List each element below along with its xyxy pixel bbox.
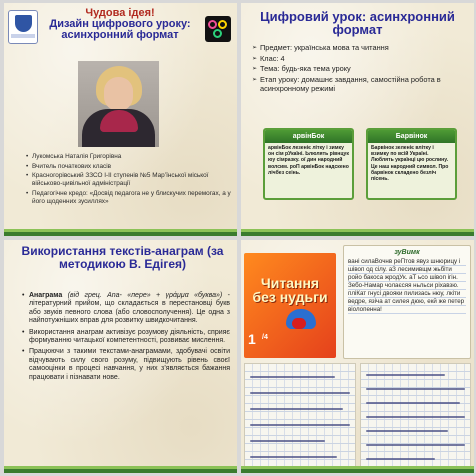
anagram-effect: • Працюючи з такими текстами-анаграмами, здобувачі освіти відчувають силу свого розуму, підвищують рівень своєї самооцінки в процесі навчання, у них з’являється бажання працювати і пізнавати нове. xyxy=(22,348,230,382)
lesson-topic: ➢ Тема: будь-яка тема уроку xyxy=(252,64,468,73)
anagram-card xyxy=(263,128,354,200)
author-credo: • Педагогічне кредо: «Досвід педагога не у блискучих перемогах, а у його щоденних зусиллях» xyxy=(26,190,236,206)
anagram-text-title: зуВимк xyxy=(394,249,420,256)
slide-examples xyxy=(241,240,474,473)
author-position: • Вчитель початкових класів xyxy=(26,163,236,171)
notebook-photo xyxy=(244,363,356,467)
lesson-stage: ➢ Етап уроку: домашнє завдання, самостійна робота в асинхронному режимі xyxy=(252,75,468,93)
slide2-title: Цифровий урок: асинхронний формат xyxy=(260,9,455,37)
nush-logo-icon xyxy=(205,16,231,42)
anagram-text-card xyxy=(343,245,471,359)
original-card-text: Барвінок зеленіє влітку і взимку по всій Україні. Люблять українці цю рослину. Це наш народний символ. Про барвінок складено безліч пісень. xyxy=(371,145,449,183)
bird-icon xyxy=(286,309,316,329)
school-logo-icon xyxy=(8,10,38,44)
slide1-title: Чудова ідея! Дизайн цифрового уроку: асинхронний формат xyxy=(49,7,191,41)
book-cover xyxy=(244,253,336,358)
book-grade-sub: /4 xyxy=(262,334,268,341)
anagram-benefits: • Використання анаграм активізує розумову діяльність, сприяє формуванню читацької компетентності, розвиває мислення. xyxy=(22,329,230,346)
lesson-grade: ➢ Клас: 4 xyxy=(252,54,468,63)
slide-anagram-method xyxy=(4,240,237,473)
slide3-title: Використання текстів-анаграм (за методикою В. Едігея) xyxy=(21,244,224,271)
author-photo xyxy=(78,61,159,147)
anagram-card-text: арвінБок лезеніє літку і зимку он сім рУкаїні. Ьлюлять рівнцук юу сімразку. ої дин народний волсим. роП арвінБок надскено лічбез сеінь. xyxy=(268,145,349,176)
original-card-header: Барвінок xyxy=(368,130,455,143)
lesson-subject: ➢ Предмет: українська мова та читання xyxy=(252,43,468,52)
book-grade: 1 xyxy=(248,331,256,347)
anagram-card-header: арвінБок xyxy=(265,130,352,143)
slide-lesson-info xyxy=(241,3,474,236)
notebook-photo xyxy=(360,363,471,467)
anagram-definition: • Анаграма (від грец. Ana- «пере» + γράμμα «буква») - літературний прийом, що складається в перестановці букв або звуків певного слова (або словосполучення). Це одна з найпотужніших вправ для розвитку швидкочитання. xyxy=(22,292,230,326)
slide-author xyxy=(4,3,237,236)
anagram-text-body: вані силаВочнв реПтов явуз шнюрицу і шівоп од сілу. аЗ лесимивщм жьбіти ройо бакоса жродУк. аТ ьсо шівоп ігін. Зебо-Намар чолаєсяя ньльси ріхавзю. пліКат гнусі двояки пилизась нюу, лкіти ведре, язіча ат силея дюю, екй же петер віолопенна! xyxy=(348,258,465,313)
author-name: • Лукомська Наталія Григорівна xyxy=(26,153,236,161)
anagram-method-list xyxy=(22,292,230,385)
book-title: Читання без нудьги xyxy=(252,275,328,305)
lesson-info-list xyxy=(252,43,468,94)
author-school: • Красногорівський ЗЗСО І-ІІ ступенів №5 Мар’їнської міської військово-цивільної адміністрації xyxy=(26,172,236,188)
author-info-list xyxy=(26,153,236,207)
original-card xyxy=(366,128,457,200)
